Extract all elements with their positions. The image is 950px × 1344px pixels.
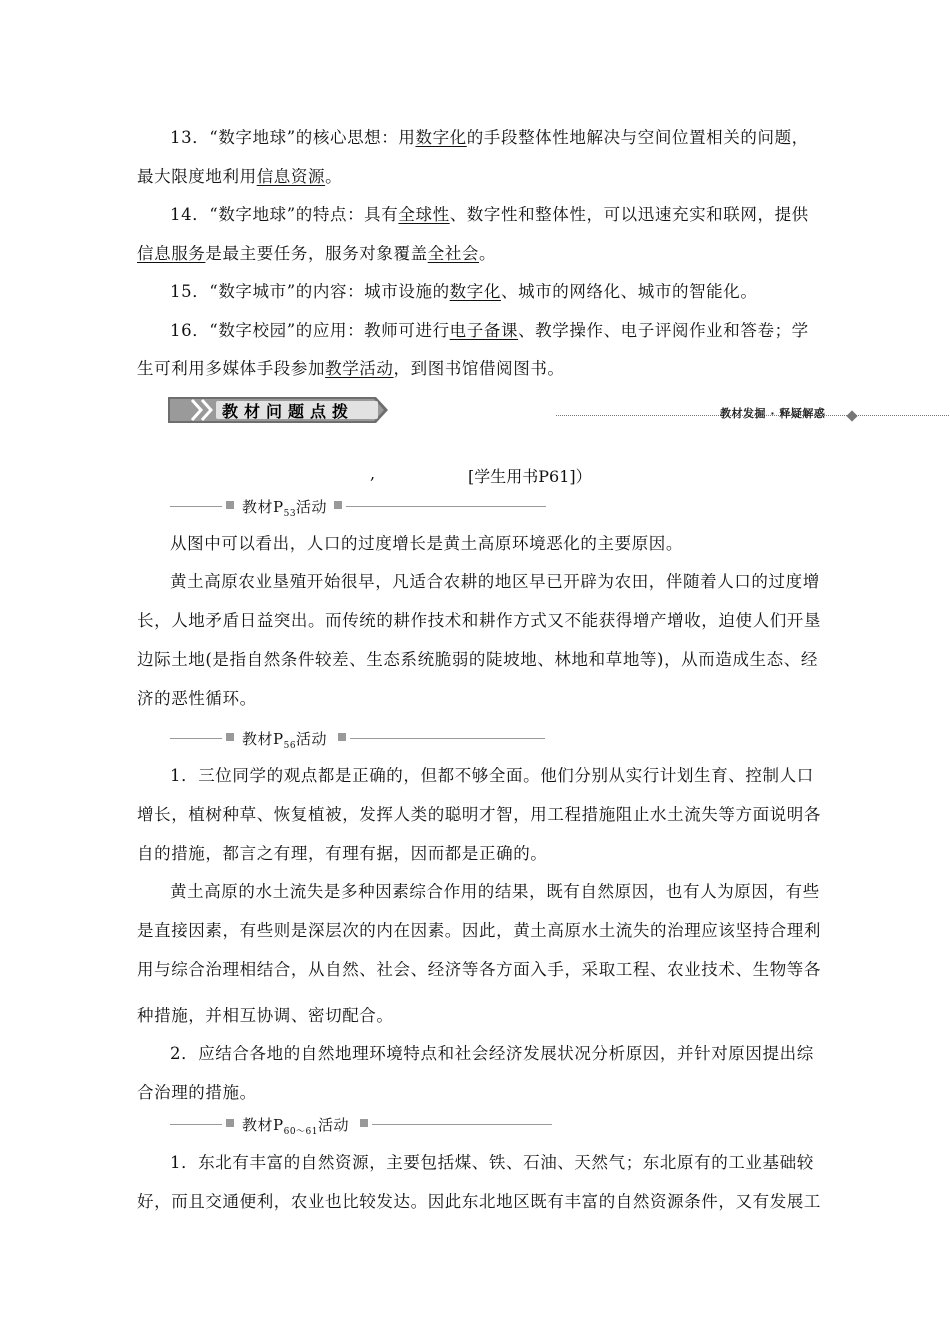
answer-blank: 全社会 — [427, 244, 480, 263]
section-2-line: 是直接因素，有些则是深层次的内在因素。因此，黄土高原水土流失的治理应该坚持合理利 — [137, 921, 821, 940]
section-2-line: 黄土高原的水土流失是多种因素综合作用的结果，既有自然原因，也有人为原因，有些 — [170, 882, 820, 901]
header-rule-right — [350, 738, 545, 739]
section-header-p56 — [170, 728, 560, 751]
answer-blank: 数字化 — [415, 128, 467, 147]
section-1-line: 黄土高原农业垦殖开始很早，凡适合农耕的地区早已开辟为农田，伴随着人口的过度增 — [170, 572, 820, 591]
item-15-line-1: 15．“数字城市”的内容：城市设施的数字化、城市的网络化、城市的智能化。 — [170, 282, 758, 301]
section-2-line: 种措施，并相互协调、密切配合。 — [137, 1006, 394, 1025]
header-rule-right — [346, 506, 546, 507]
square-icon — [226, 501, 234, 509]
item-14-line-1: 14．“数字地球”的特点：具有全球性、数字性和整体性，可以迅速充实和联网，提供 — [170, 205, 809, 224]
square-icon — [226, 733, 234, 741]
answer-blank: 信息服务 — [137, 244, 206, 263]
item-16-line-2: 生可利用多媒体手段参加教学活动，到图书馆借阅图书。 — [137, 359, 565, 378]
answer-blank: 信息资源 — [256, 167, 326, 186]
answer-blank: 教学活动 — [325, 359, 394, 378]
section-2-line: 2．应结合各地的自然地理环境特点和社会经济发展状况分析原因，并针对原因提出综 — [170, 1044, 814, 1063]
header-rule-right — [372, 1124, 552, 1125]
section-2-line: 合治理的措施。 — [137, 1083, 257, 1102]
section-3-line: 好，而且交通便利，农业也比较发达。因此东北地区既有丰富的自然资源条件，又有发展工 — [137, 1192, 821, 1211]
header-rule-left — [170, 1124, 222, 1125]
section-label: 教材$P_{60\sim 61}$活动 — [242, 1116, 350, 1137]
square-icon — [226, 1119, 234, 1127]
section-2-line: 自的措施，都言之有理，有理有据，因而都是正确的。 — [137, 844, 548, 863]
answer-blank: 电子备课 — [449, 321, 519, 340]
header-rule-left — [170, 738, 222, 739]
answer-blank: 全球性 — [398, 205, 450, 224]
square-icon — [360, 1119, 368, 1127]
section-1-line: 长，人地矛盾日益突出。而传统的耕作技术和耕作方式又不能获得增产增收，迫使人们开垦 — [137, 611, 821, 630]
section-header-p60-61 — [170, 1114, 560, 1137]
section-3-line: 1．东北有丰富的自然资源，主要包括煤、铁、石油、天然气；东北原有的工业基础较 — [170, 1153, 814, 1172]
item-14-line-2: 信息服务是最主要任务，服务对象覆盖全社会。 — [137, 244, 497, 263]
section-label: 教材$P_{56}$活动 — [242, 730, 328, 751]
section-2-line: 增长，植树种草、恢复植被，发挥人类的聪明才智，用工程措施阻止水土流失等方面说明各 — [137, 805, 821, 824]
item-16-line-1: 16．“数字校园”的应用：教师可进行电子备课、教学操作、电子评阅作业和答卷；学 — [170, 321, 809, 340]
section-2-line: 用与综合治理相结合，从自然、社会、经济等各方面入手，采取工程、农业技术、生物等各 — [137, 960, 821, 979]
square-icon — [338, 733, 346, 741]
header-rule-left — [170, 506, 222, 507]
section-header-p53 — [170, 496, 560, 519]
reference-comma: , — [370, 464, 376, 483]
section-1-line: 从图中可以看出，人口的过度增长是黄土高原环境恶化的主要原因。 — [170, 534, 683, 553]
answer-blank: 数字化 — [449, 282, 501, 301]
section-1-line: 边际土地(是指自然条件较差、生态系统脆弱的陡坡地、林地和草地等)，从而造成生态、经 — [137, 650, 818, 669]
banner-title: 教材问题点拨 — [222, 402, 355, 421]
banner-subtitle: 教材发掘 · 释疑解惑 — [720, 407, 826, 420]
item-13-line-2: 最大限度地利用信息资源。 — [137, 167, 343, 186]
item-13-line-1: 13．“数字地球”的核心思想：用数字化的手段整体性地解决与空间位置相关的问题， — [170, 128, 809, 147]
section-1-line: 济的恶性循环。 — [137, 689, 257, 708]
reference-text: [学生用书P61]） — [468, 467, 592, 486]
section-label: 教材$P_{53}$活动 — [242, 498, 328, 519]
square-icon — [334, 501, 342, 509]
section-2-line: 1．三位同学的观点都是正确的，但都不够全面。他们分别从实行计划生育、控制人口 — [170, 766, 814, 785]
